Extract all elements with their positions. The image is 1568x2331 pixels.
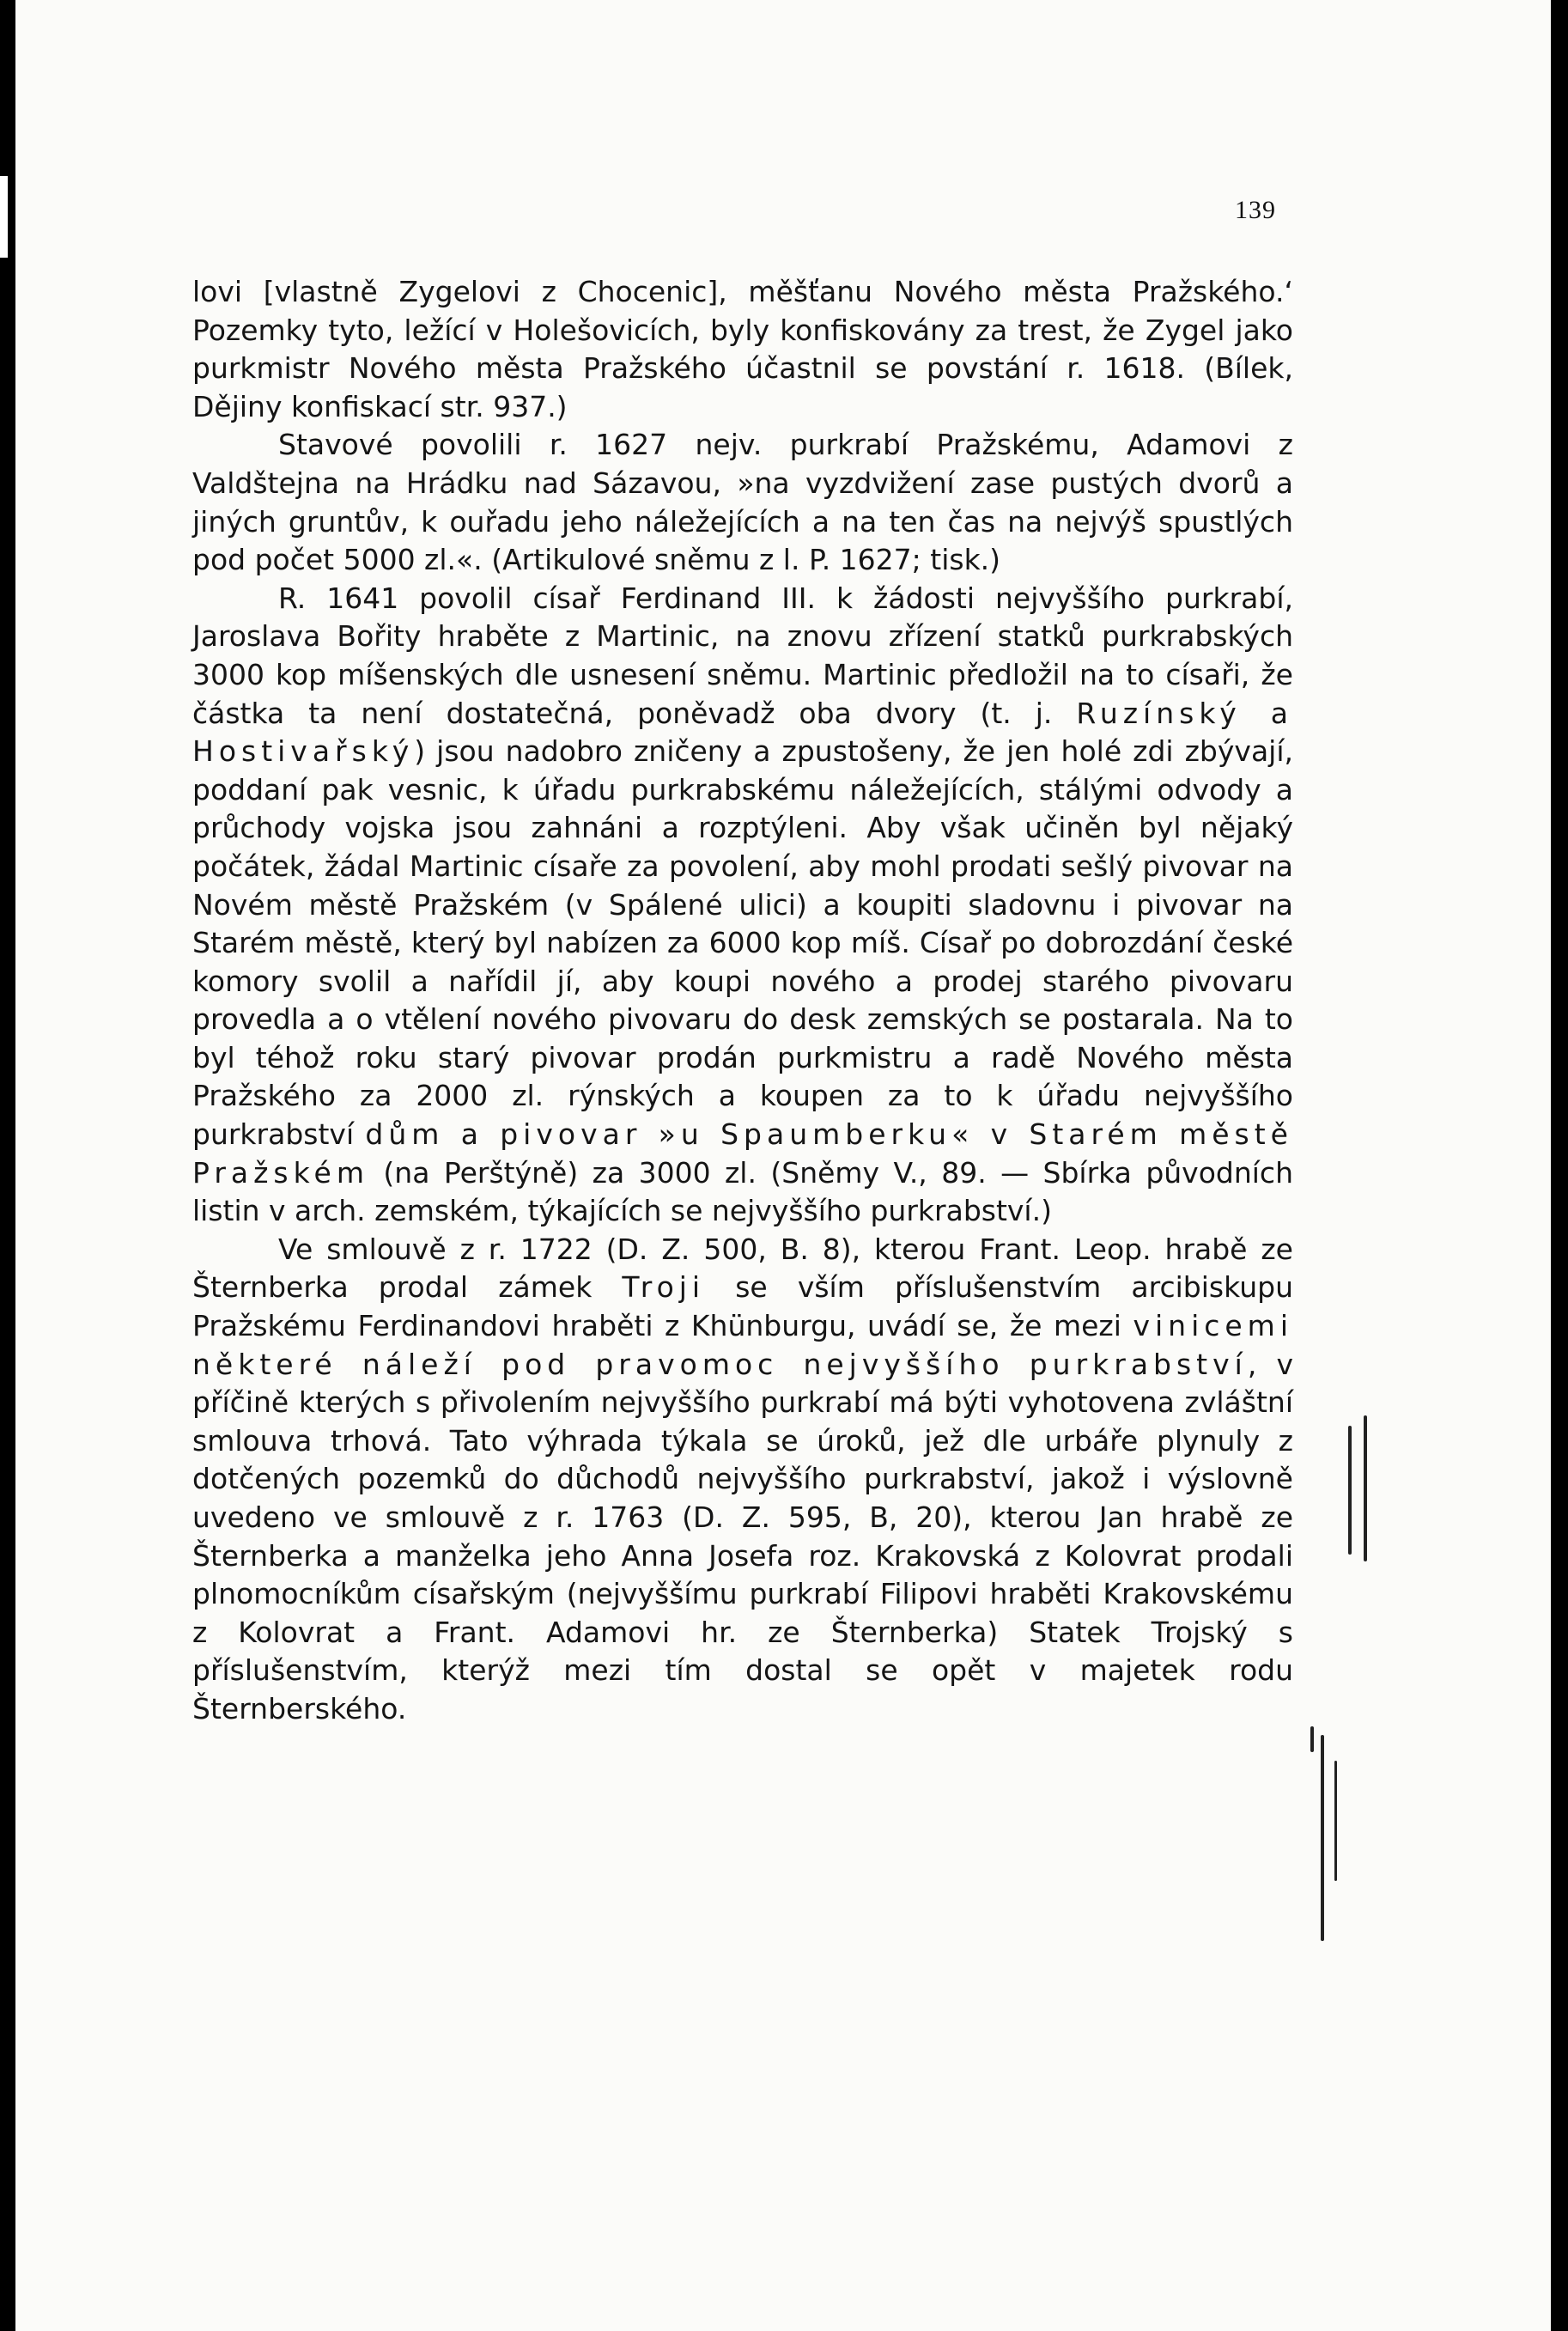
paragraph-text: (na Perštýně) za 3000 zl. (Sněmy V., 89. — Sbírka původních listin v arch. zemském, týkajících se nejvyššího purkrabství.) [192,1155,1293,1228]
margin-pencil-mark [1310,1726,1314,1752]
margin-pencil-mark [1321,1735,1324,1941]
paragraph-text: Ve smlouvě z r. 1722 (D. Z. 500, B. 8), kterou Frant. Leop. hrabě ze Šternberka prodal zámek [192,1232,1293,1305]
paragraph-text: se vším příslušenstvím arcibiskupu Pražskému Ferdinandovi hraběti z Khünburgu, uvádí se, že mezi [192,1270,1293,1343]
scan-edge-mark [0,176,8,258]
margin-pencil-mark [1348,1426,1352,1555]
paragraph-3 [192,580,1293,1231]
margin-pencil-mark [1364,1415,1367,1561]
book-page [15,0,1551,2331]
spaced-emphasis-text: dům a pivovar »u Spaumberku« v Starém městě Pražském [192,1117,1293,1190]
body-text [192,273,1293,1729]
spaced-emphasis-text: Ruzínský a Hostivařský [192,696,1293,769]
paragraph-text: R. 1641 povolil císař Ferdinand III. k žádosti nejvyššího purkrabí, Jaroslava Bořity hraběte z Martinic, na znovu zřízení statků purkrabských 3000 kop míšenských dle usnesení sněmu. Martinic předložil na to císaři, že částka ta není dostatečná, poněvadž oba dvory (t. j. [192,581,1293,730]
paragraph-2 [192,426,1293,579]
paragraph-1 [192,273,1293,426]
spaced-emphasis-text: vinicemi některé náleží pod pravomoc nejvyššího purkrabství [192,1309,1293,1381]
paragraph-text: Stavové povolili r. 1627 nejv. purkrabí Pražskému, Adamovi z Valdštejna na Hrádku nad Sázavou, »na vyzdvižení zase pustých dvorů a jiných gruntův, k ouřadu jeho náležejících a na ten čas na nejvýš spustlých pod počet 5000 zl.«. (Artikulové sněmu z l. P. 1627; tisk.) [192,428,1293,577]
spaced-emphasis-text: Troji [622,1270,706,1305]
margin-pencil-mark [1334,1761,1337,1881]
paragraph-text: lovi [vlastně Zygelovi z Chocenic], měšťanu Nového města Pražského.‘ Pozemky tyto, ležící v Holešovicích, byly konfiskovány za trest, že Zygel jako purkmistr Nového města Pražského účastnil se povstání r. 1618. (Bílek, Dějiny konfiskací str. 937.) [192,275,1293,423]
paragraph-4 [192,1231,1293,1729]
paragraph-text: ) jsou nadobro zničeny a zpustošeny, že jen holé zdi zbývají, poddaní pak vesnic, k úřadu purkrabskému náležejících, stálými odvody a průchody vojska jsou zahnáni a rozptýleni. Aby však učiněn byl nějaký počátek, žádal Martinic císaře za povolení, aby mohl prodati sešlý pivovar na Novém městě Pražském (v Spálené ulici) a koupiti sladovnu i pivovar na Starém městě, který byl nabízen za 6000 kop míš. Císař po dobrozdání české komory svolil a nařídil jí, aby koupi nového a prodej starého pivovaru provedla a o vtělení nového pivovaru do desk zemských se postarala. Na to byl téhož roku starý pivovar prodán purkmistru a radě Nového města Pražského za 2000 zl. rýnských a koupen za to k úřadu nejvyššího purkrabství [192,734,1293,1152]
paragraph-text: , v příčině kterých s přivolením nejvyššího purkrabí má býti vyhotovena zvláštní smlouva trhová. Tato výhrada týkala se úroků, jež dle urbáře plynuly z dotčených pozemků do důchodů nejvyššího purkrabství, jakož i výslovně uvedeno ve smlouvě z r. 1763 (D. Z. 595, B, 20), kterou Jan hrabě ze Šternberka a manželka jeho Anna Josefa roz. Krakovská z Kolovrat prodali plnomocníkům císařským (nejvyššímu purkrabí Filipovi hraběti Krakovskému z Kolovrat a Frant. Adamovi hr. ze Šternberka) Statek Trojský s příslušenstvím, kterýž mezi tím dostal se opět v majetek rodu Šternberského. [192,1347,1294,1725]
page-number: 139 [1235,196,1276,224]
